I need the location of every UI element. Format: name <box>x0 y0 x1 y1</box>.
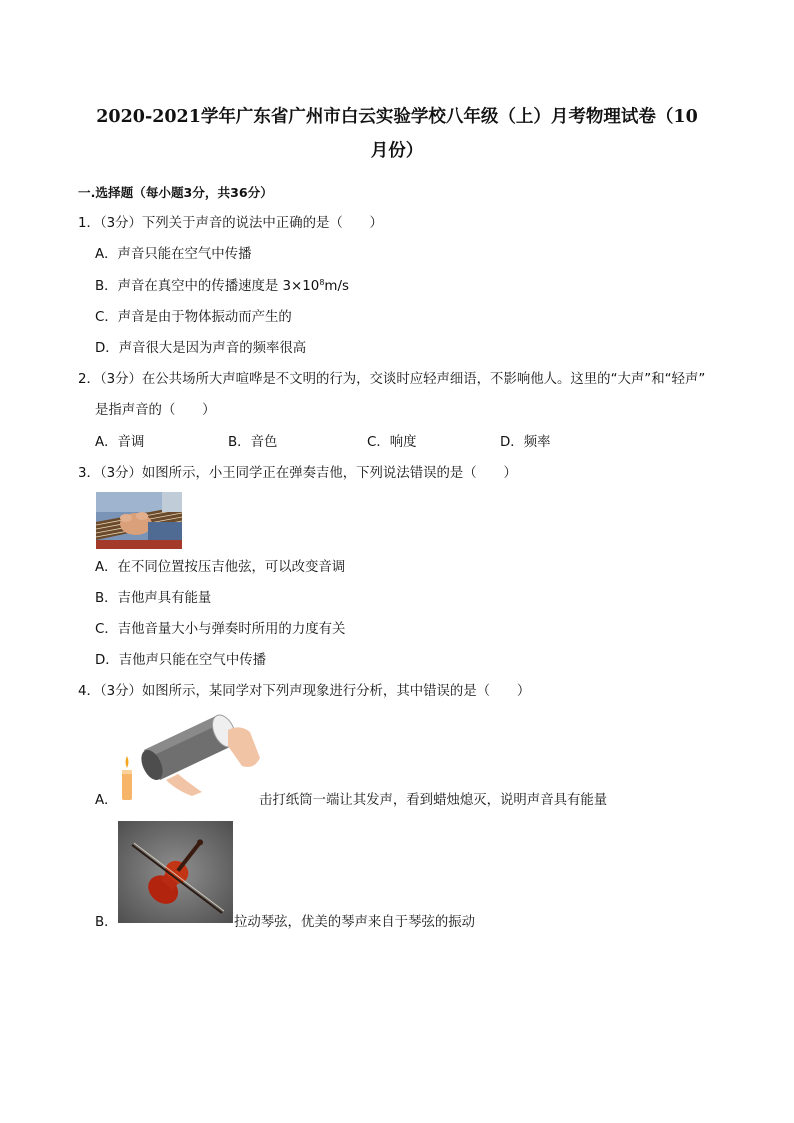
q4-option-b-text: 拉动琴弦，优美的琴声来自于琴弦的振动 <box>234 915 476 930</box>
q4-option-a-text: 击打纸筒一端让其发声，看到蜡烛熄灭，说明声音具有能量 <box>259 793 608 808</box>
q3-option-a: A．在不同位置按压吉他弦，可以改变音调 <box>95 560 346 575</box>
q4-option-b-label: B． <box>95 915 118 930</box>
q2-option-b: B．音色 <box>228 435 278 450</box>
q4-option-a-label: A． <box>95 793 118 808</box>
title-line-2: 月份） <box>370 141 424 161</box>
q1-option-b-unit: m/s <box>324 279 349 294</box>
q1-option-a: A．声音只能在空气中传播 <box>95 247 252 262</box>
q1-option-b <box>95 278 349 296</box>
q1-option-c: C．声音是由于物体振动而产生的 <box>95 310 292 325</box>
title-line-1: 2020-2021学年广东省广州市白云实验学校八年级（上）月考物理试卷（10 <box>96 107 698 127</box>
page-title <box>60 100 734 168</box>
q1-option-b-exponent: 8 <box>319 278 325 287</box>
section-heading: 一.选择题（每小题3分，共36分） <box>78 185 273 200</box>
q2-stem-line-1: 2．（3分）在公共场所大声喧哗是不文明的行为，交谈时应轻声细语，不影响他人。这里的“大声”和“轻声” <box>78 372 706 387</box>
q2-option-d: D．频率 <box>500 435 551 450</box>
q3-option-b: B．吉他声具有能量 <box>95 591 212 606</box>
q3-option-d: D．吉他声只能在空气中传播 <box>95 653 266 668</box>
q2-option-a: A．音调 <box>95 435 145 450</box>
q2-option-c: C．响度 <box>367 435 417 450</box>
guitar-photo <box>96 492 182 549</box>
paper-tube-candle-figure <box>116 710 262 804</box>
q3-stem: 3．（3分）如图所示，小王同学正在弹奏吉他，下列说法错误的是（ ） <box>78 466 517 481</box>
q1-option-d: D．声音很大是因为声音的频率很高 <box>95 341 307 356</box>
q2-stem-line-2: 是指声音的（ ） <box>95 403 216 418</box>
violin-photo <box>118 821 233 923</box>
q3-option-c: C．吉他音量大小与弹奏时所用的力度有关 <box>95 622 346 637</box>
q4-stem: 4．（3分）如图所示，某同学对下列声现象进行分析，其中错误的是（ ） <box>78 684 531 699</box>
q1-option-b-text: B．声音在真空中的传播速度是 3×10 <box>95 279 320 294</box>
q1-stem: 1．（3分）下列关于声音的说法中正确的是（ ） <box>78 216 383 231</box>
